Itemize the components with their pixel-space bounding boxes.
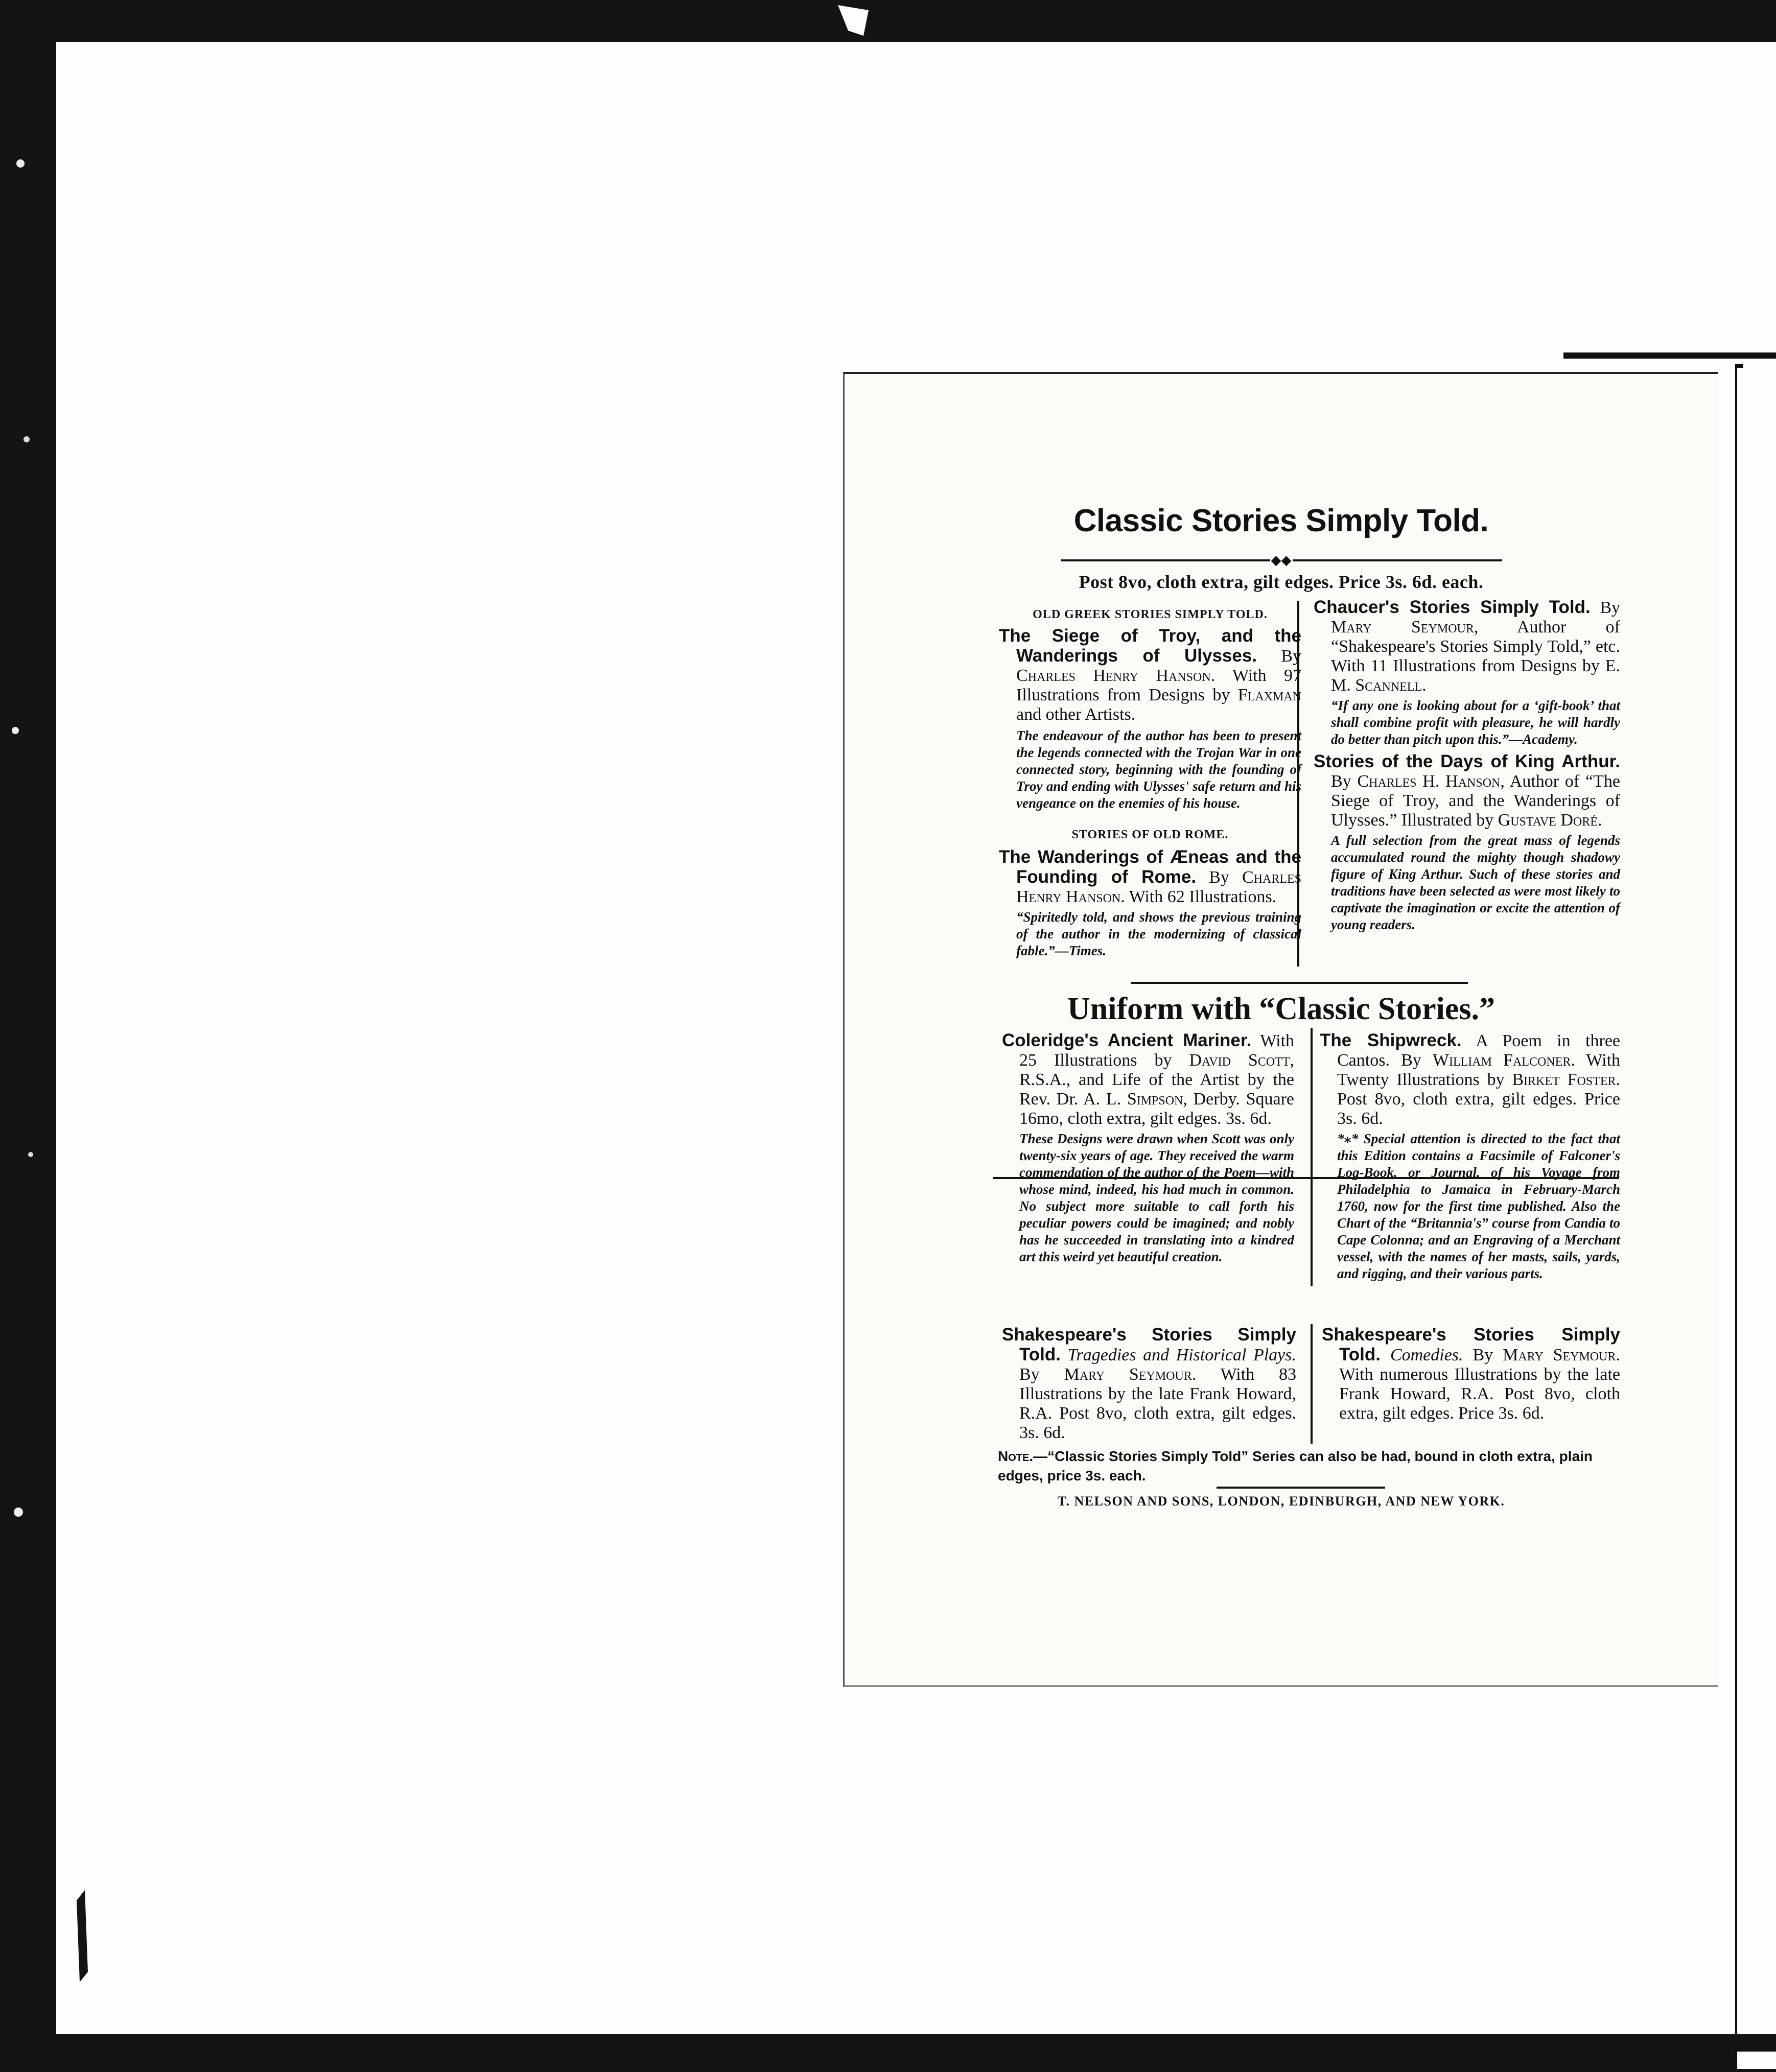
entry-quote: “Spiritedly told, and shows the previous training of the author in the modernizing of classical fable.”—Times. — [1016, 909, 1301, 958]
entry-author: William Falconer. — [1432, 1051, 1575, 1070]
entry-chaucer — [1314, 598, 1620, 695]
entry-title: The Wanderings of Æneas and the Founding of Rome. — [999, 847, 1301, 887]
entry-title: The Siege of Troy, and the Wanderings of Ulysses. — [999, 626, 1301, 666]
entry-author: Simpson, — [1127, 1090, 1187, 1109]
entry-by: By — [1473, 1346, 1493, 1364]
entry-author: Charles H. Hanson, — [1357, 772, 1505, 791]
entry-coleridge — [1002, 1031, 1294, 1128]
entry-body: Post 8vo, cloth extra, gilt edges. Price 3s. 6d. — [1337, 1090, 1620, 1128]
entry-body: With numerous Illustrations by the late Frank Howard, R.A. Post 8vo, cloth extra, gilt edges. Price 3s. 6d. — [1339, 1365, 1620, 1423]
entry-body: Author of “Shakespeare's Stories Simply Told,” etc. With 11 Illustrations from Designs by — [1331, 618, 1620, 675]
column-divider-bottom — [1311, 1324, 1313, 1444]
entry-body: R.S.A., and Life of the Artist by the Rev. Dr. A. L. — [1019, 1070, 1294, 1109]
entry-artist: E. M. Scannell. — [1331, 656, 1621, 695]
entry-quote: The endeavour of the author has been to present the legends connected with the Trojan War in one connected story, beginning with the founding of Troy and ending with Ulysses' safe return and his vengeance on the enemies of his house. — [1016, 728, 1301, 811]
shakespeare-tragedies-column — [1002, 1325, 1296, 1443]
entry-quote: A full selection from the great mass of legends accumulated round the mighty though shadowy figure of King Arthur. Such of these stories and traditions have been selected as were most likely to captivate the imagination or excite the attention of young readers. — [1331, 833, 1620, 932]
entry-by: By — [1019, 1365, 1040, 1384]
price-line: Post 8vo, cloth extra, gilt edges. Price 3s. 6d. each. — [1079, 572, 1484, 592]
entry-author: Charles Henry Hanson. — [1016, 666, 1216, 685]
entry-shipwreck — [1320, 1031, 1620, 1128]
ornament-rule-left — [1061, 559, 1270, 561]
column-divider-middle — [1311, 1028, 1313, 1286]
entry-body: With 25 Illustrations by — [1019, 1031, 1294, 1070]
entry-title: Shakespeare's Stories Simply Told. — [1322, 1325, 1620, 1364]
series-note — [998, 1447, 1621, 1486]
entry-title: Chaucer's Stories Simply Told. — [1314, 597, 1591, 617]
entry-artist: Gustave Doré. — [1498, 811, 1602, 830]
entry-shakespeare-comedies — [1322, 1325, 1620, 1423]
entry-author: Mary Seymour. — [1064, 1365, 1197, 1384]
entry-by: By — [1600, 598, 1621, 617]
entry-author: Mary Seymour. — [1503, 1346, 1621, 1364]
entry-quote: *⁎* Special attention is directed to the fact that this Edition contains a Facsimile of Falconer's Log-Book, or Journal, of his Voyage from Philadelphia to Jamaica in February-March 1760, now for the first time published. Also the Chart of the “Britannia's” course from Candia to Cape Colonna; and an Engraving of a Merchant vessel, with the names of her masts, sails, yards, and rigging, and their various parts. — [1337, 1131, 1620, 1281]
column-divider-top — [1297, 601, 1299, 967]
entry-author: Charles Henry Hanson. — [1016, 868, 1302, 906]
page-title: Classic Stories Simply Told. — [1073, 503, 1489, 538]
entry-body-tail: and other Artists. — [1016, 705, 1136, 724]
entry-body: Derby. Square 16mo, cloth extra, gilt edges. 3s. 6d. — [1019, 1090, 1294, 1128]
imprint-rule — [1217, 1487, 1385, 1489]
entry-body: With Twenty Illustrations by — [1337, 1051, 1621, 1089]
entry-siege-of-troy — [999, 626, 1301, 724]
entry-artist: David Scott, — [1189, 1051, 1294, 1070]
entry-title: The Shipwreck. — [1320, 1030, 1462, 1050]
uniform-title: Uniform with “Classic Stories.” — [1067, 992, 1495, 1026]
shipwreck-column — [1320, 1031, 1620, 1282]
section-rule-lower — [993, 1177, 1619, 1179]
entry-body: With 62 Illustrations. — [1129, 887, 1277, 906]
left-column — [999, 605, 1301, 959]
note-text: —“Classic Stories Simply Told” Series can also be had, bound in cloth extra, plain edges, price 3s. each. — [998, 1448, 1593, 1484]
entry-author: Mary Seymour, — [1331, 618, 1479, 637]
shakespeare-comedies-column — [1322, 1325, 1620, 1423]
entry-body: Author of “The Siege of Troy, and the Wanderings of Ulysses.” Illustrated by — [1331, 772, 1620, 830]
section-heading-greek: OLD GREEK STORIES SIMPLY TOLD. — [1033, 608, 1268, 621]
entry-title: Shakespeare's Stories Simply Told. — [1002, 1325, 1296, 1364]
entry-title: Stories of the Days of King Arthur. — [1314, 751, 1620, 771]
coleridge-column — [1002, 1031, 1294, 1265]
advertisement-page — [843, 372, 1718, 1687]
entry-artist: Flaxman — [1237, 686, 1301, 704]
title-ornament — [845, 552, 1718, 568]
entry-quote: “If any one is looking about for a ‘gift-book’ that shall combine profit with pleasure, he will hardly do better than pitch upon this.”—Academy. — [1331, 698, 1620, 747]
entry-quote: These Designs were drawn when Scott was only twenty-six years of age. They received the warm commendation of the author of the Poem—with whose mind, indeed, his had much in common. No subject more suitable to call forth his peculiar powers could be imagined; and nobly has he succeeded in translating into a kindred art this weird yet beautiful creation. — [1019, 1131, 1294, 1264]
entry-subtitle: Tragedies and Historical Plays. — [1067, 1346, 1296, 1364]
entry-body: With 83 Illustrations by the late Frank Howard, R.A. Post 8vo, cloth extra, gilt edges. 3s. 6d. — [1019, 1365, 1297, 1442]
ornament-rule-right — [1293, 559, 1502, 561]
section-heading-rome: STORIES OF OLD ROME. — [1071, 828, 1229, 841]
entry-subtitle: Comedies. — [1390, 1346, 1463, 1364]
entry-artist: Birket Foster. — [1512, 1070, 1621, 1089]
publisher-imprint: T. NELSON AND SONS, LONDON, EDINBURGH, AND NEW YORK. — [1057, 1494, 1505, 1509]
section-rule — [1131, 982, 1468, 984]
entry-king-arthur — [1314, 752, 1620, 830]
entry-body: With 97 Illustrations from Designs by — [1016, 666, 1302, 704]
entry-aeneas — [999, 847, 1301, 907]
entry-title: Coleridge's Ancient Mariner. — [1002, 1030, 1252, 1050]
ornament-mark: ◆◆ — [1271, 553, 1292, 568]
entry-shakespeare-tragedies — [1002, 1325, 1296, 1443]
entry-body: A Poem in three Cantos. By — [1337, 1031, 1620, 1070]
right-column — [1314, 598, 1620, 933]
entry-by: By — [1331, 772, 1351, 791]
entry-by: By — [1209, 868, 1229, 887]
entry-by: By — [1281, 647, 1302, 666]
note-label: Note. — [998, 1448, 1034, 1464]
